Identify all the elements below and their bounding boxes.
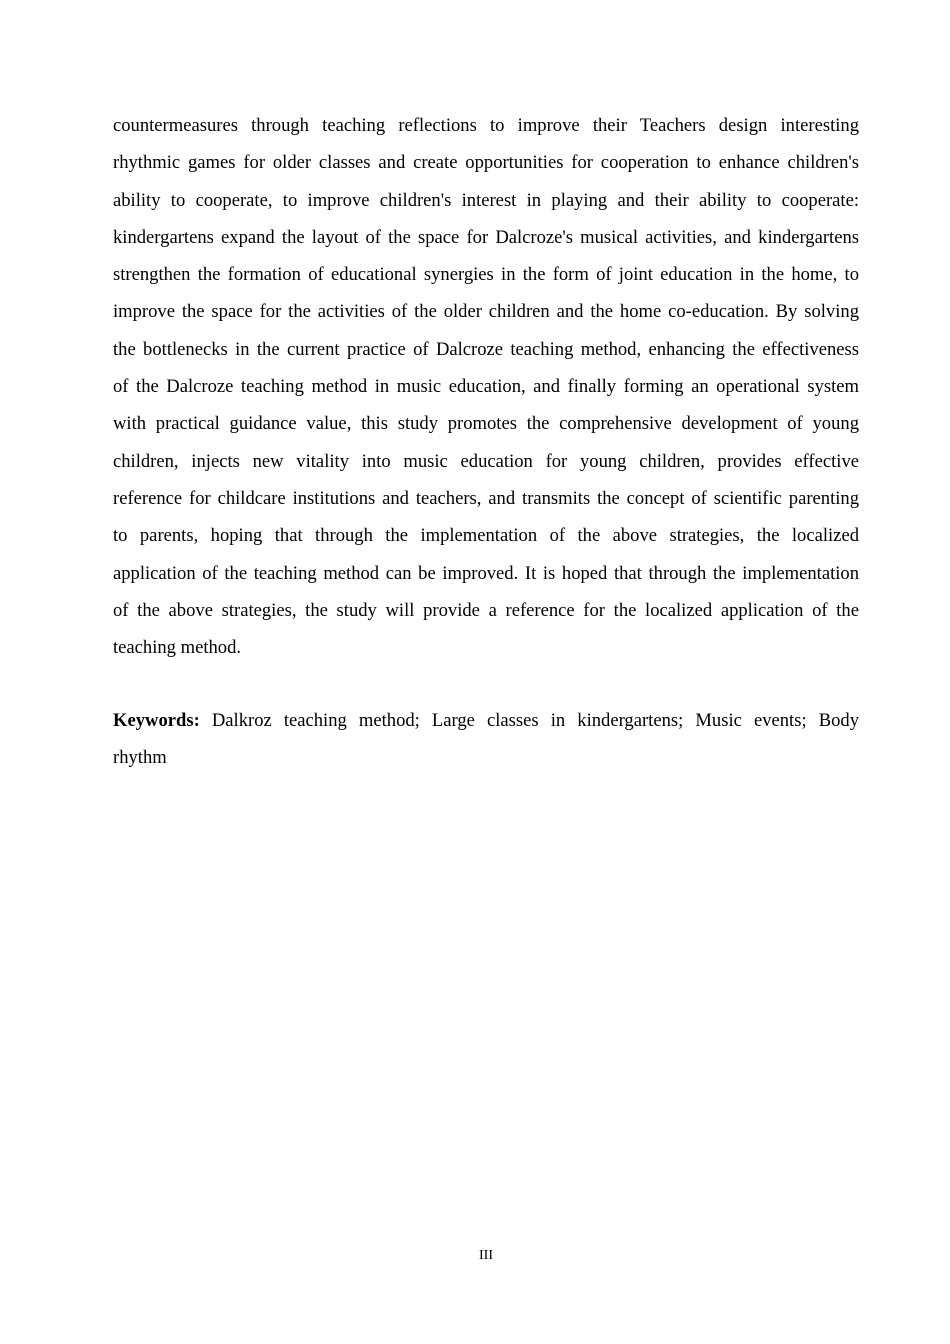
keywords-line-continued: rhythm	[113, 747, 167, 769]
abstract-line: improve the space for the activities of the older children and the home co-education. By solving	[113, 301, 859, 323]
abstract-line: reference for childcare institutions and teachers, and transmits the concept of scientific parenting	[113, 487, 859, 509]
abstract-line: teaching method.	[113, 637, 242, 659]
abstract-line: countermeasures through teaching reflections to improve their Teachers design interesting	[113, 115, 859, 136]
keywords-label: Keywords:	[113, 710, 200, 731]
page-number: III	[479, 1248, 493, 1263]
keywords-line	[113, 702, 859, 739]
abstract-line: strengthen the formation of educational synergies in the form of joint education in the home, to	[113, 264, 859, 286]
keywords-section	[113, 702, 859, 777]
abstract-paragraph	[113, 107, 859, 666]
abstract-line: of the above strategies, the study will provide a reference for the localized application of the	[113, 599, 859, 621]
abstract-line: application of the teaching method can be improved. It is hoped that through the implementation	[113, 562, 859, 584]
abstract-line: ability to cooperate, to improve children's interest in playing and their ability to cooperate:	[113, 189, 859, 211]
keywords-text: Dalkroz teaching method; Large classes in kindergartens; Music events; Body	[211, 710, 859, 731]
abstract-line: of the Dalcroze teaching method in music education, and finally forming an operational system	[113, 376, 859, 398]
abstract-line: rhythmic games for older classes and create opportunities for cooperation to enhance children's	[113, 152, 859, 174]
abstract-line: the bottlenecks in the current practice of Dalcroze teaching method, enhancing the effectiveness	[113, 338, 859, 360]
abstract-line: kindergartens expand the layout of the space for Dalcroze's musical activities, and kindergartens	[113, 226, 859, 248]
abstract-line: children, injects new vitality into music education for young children, provides effective	[113, 450, 859, 472]
abstract-line: to parents, hoping that through the implementation of the above strategies, the localized	[113, 525, 859, 547]
abstract-line: with practical guidance value, this study promotes the comprehensive development of young	[113, 413, 859, 435]
